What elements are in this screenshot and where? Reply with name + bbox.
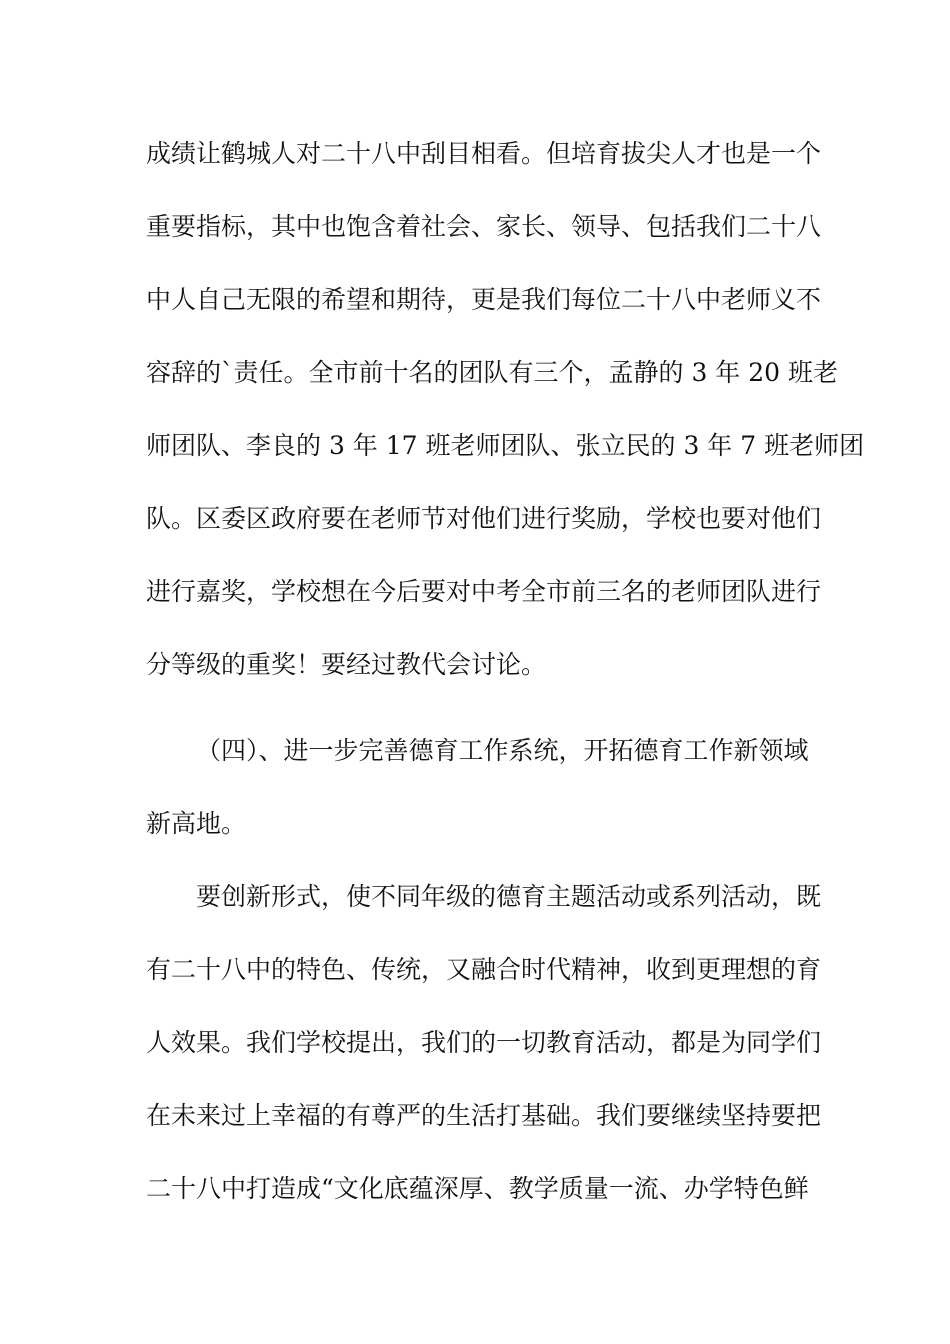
- paragraph-line: 队。区委区政府要在老师节对他们进行奖励，学校也要对他们: [146, 504, 822, 533]
- section-heading-line: 新高地。: [146, 809, 247, 838]
- paragraph-line: 二十八中打造成“文化底蕴深厚、教学质量一流、办学特色鲜: [146, 1174, 809, 1203]
- paragraph-line: 成绩让鹤城人对二十八中刮目相看。但培育拔尖人才也是一个: [146, 139, 822, 168]
- paragraph-line: 进行嘉奖，学校想在今后要对中考全市前三名的老师团队进行: [146, 577, 822, 606]
- paragraph-line: 要创新形式，使不同年级的德育主题活动或系列活动，既: [196, 882, 822, 911]
- paragraph-line: 在未来过上幸福的有尊严的生活打基础。我们要继续坚持要把: [146, 1101, 822, 1130]
- paragraph-line: 中人自己无限的希望和期待，更是我们每位二十八中老师义不: [146, 285, 822, 314]
- paragraph-line: 人效果。我们学校提出，我们的一切教育活动，都是为同学们: [146, 1028, 822, 1057]
- paragraph-line: 师团队、李良的 3 年 17 班老师团队、张立民的 3 年 7 班老师团: [146, 431, 865, 460]
- paragraph-line: 重要指标，其中也饱含着社会、家长、领导、包括我们二十八: [146, 212, 822, 241]
- section-heading-line: （四）、进一步完善德育工作系统，开拓德育工作新领域: [196, 736, 809, 765]
- paragraph-line: 分等级的重奖！要经过教代会讨论。: [146, 650, 547, 679]
- paragraph-line: 容辞的`责任。全市前十名的团队有三个，孟静的 3 年 20 班老: [146, 358, 839, 387]
- paragraph-line: 有二十八中的特色、传统，又融合时代精神，收到更理想的育: [146, 955, 822, 984]
